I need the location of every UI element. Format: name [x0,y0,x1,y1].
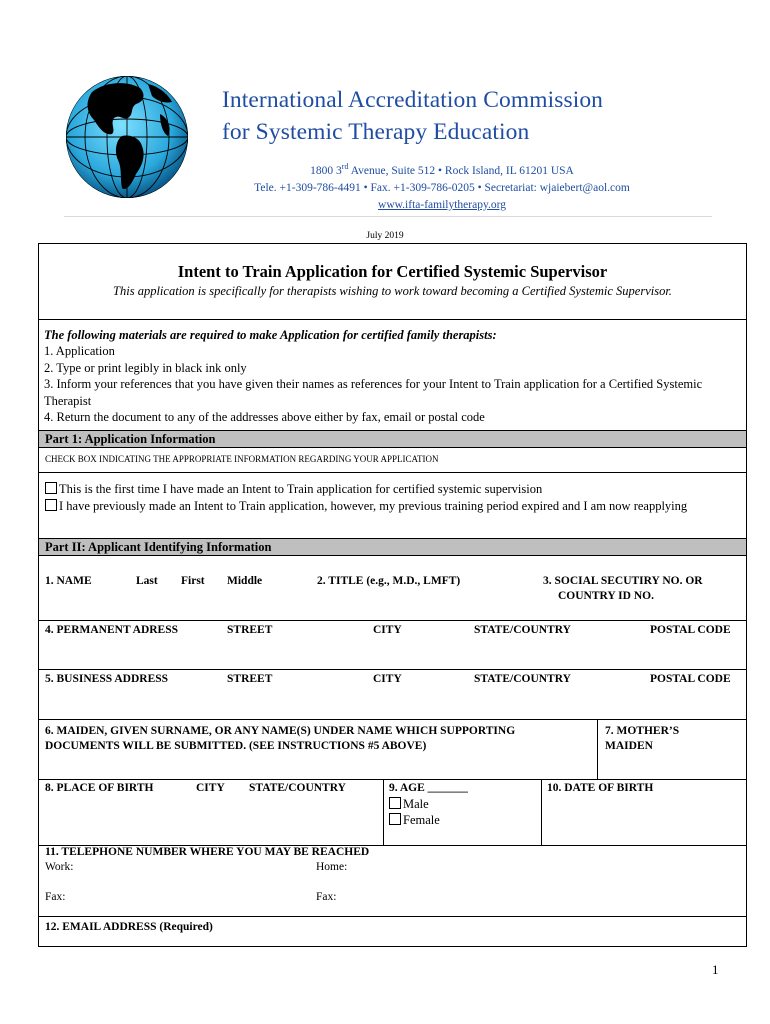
requirement-item: 2. Type or print legibly in black ink only [44,360,247,375]
last-name-label: Last [136,575,158,587]
page-number: 1 [712,962,719,977]
business-address-label: 5. BUSINESS ADDRESS [45,673,169,685]
business-state-label: STATE/COUNTRY [474,673,571,685]
org-name-line2: for Systemic Therapy Education [222,119,530,145]
telephone-label: 11. TELEPHONE NUMBER WHERE YOU MAY BE REACHED [45,846,370,858]
work-phone-label: Work: [45,861,74,873]
part1-title: Part 1: Application Information [45,432,216,446]
org-street-address: 1800 3rd Avenue, Suite 512 • Rock Island, IL 61201 USA [310,162,574,177]
form-title: Intent to Train Application for Certified Systemic Supervisor [177,262,608,281]
divider [597,719,598,779]
business-address-input[interactable] [44,690,744,718]
divider [38,669,747,670]
org-name-line1: International Accreditation Commission [222,87,604,113]
form-subtitle: This application is specifically for therapists wishing to work toward becoming a Certified Systemic Supervisor. [113,284,672,298]
application-type-options [45,481,735,514]
org-website-link[interactable]: www.ifta-familytherapy.org [378,198,506,211]
requirement-item: 4. Return the document to any of the addresses above either by fax, email or postal code [44,410,485,425]
reapplying-option[interactable]: I have previously made an Intent to Train application, however, my previous training period expired and I am now reapplying [45,498,735,515]
divider [38,319,747,320]
business-city-label: CITY [373,673,402,685]
divider [38,472,747,473]
business-postal-label: POSTAL CODE [650,673,731,685]
permanent-address-label: 4. PERMANENT ADRESS [45,624,179,636]
date-of-birth-label: 10. DATE OF BIRTH [547,782,654,794]
requirements-heading: The following materials are required to make Application for certified family therapists: [44,328,497,342]
permanent-city-label: CITY [373,624,402,636]
title-label: 2. TITLE (e.g., M.D., LMFT) [317,575,461,587]
first-name-label: First [181,575,205,587]
divider [38,916,747,917]
reapplying-checkbox[interactable] [45,499,57,511]
permanent-postal-label: POSTAL CODE [650,624,731,636]
organization-address [222,158,662,214]
permanent-address-input[interactable] [44,640,744,668]
requirement-item: 1. Application [44,344,115,359]
permanent-street-label: STREET [227,624,273,636]
email-input[interactable] [44,936,744,946]
first-time-checkbox[interactable] [45,482,57,494]
ssn-label: 3. SOCIAL SECUTIRY NO. OR [543,575,703,587]
fax-label-2: Fax: [316,891,337,903]
maiden-names-label: 6. MAIDEN, GIVEN SURNAME, OR ANY NAME(S) UNDER NAME WHICH SUPPORTING [45,725,516,737]
name-label: 1. NAME [45,575,92,587]
divider [383,779,384,845]
place-of-birth-label: 8. PLACE OF BIRTH [45,782,154,794]
mothers-maiden-label-line2: MAIDEN [605,740,653,752]
birth-state-label: STATE/COUNTRY [249,782,346,794]
business-street-label: STREET [227,673,273,685]
part1-instruction: CHECK BOX INDICATING THE APPROPRIATE INFORMATION REGARDING YOUR APPLICATION [45,454,439,464]
permanent-state-label: STATE/COUNTRY [474,624,571,636]
female-option[interactable]: Female [389,813,440,828]
maiden-names-label-line2: DOCUMENTS WILL BE SUBMITTED. (SEE INSTRUCTIONS #5 ABOVE) [45,740,427,752]
part2-title: Part II: Applicant Identifying Information [45,540,272,554]
globe-logo-icon [64,74,190,200]
requirements-list [44,327,744,425]
org-contacts: Tele. +1-309-786-4491 • Fax. +1-309-786-0205 • Secretariat: wjaiebert@aol.com [254,181,630,194]
divider [38,779,747,780]
male-option[interactable]: Male [389,797,429,812]
email-label: 12. EMAIL ADDRESS (Required) [45,921,213,933]
divider [38,620,747,621]
age-label: 9. AGE _______ [389,782,468,794]
birth-city-label: CITY [196,782,225,794]
form-date: July 2019 [366,231,404,241]
first-time-option[interactable]: This is the first time I have made an Intent to Train application for certified systemic supervision [45,481,735,498]
mothers-maiden-label: 7. MOTHER’S [605,725,680,737]
divider [38,555,747,556]
home-phone-label: Home: [316,861,348,873]
middle-name-label: Middle [227,575,263,587]
divider [541,779,542,845]
male-checkbox[interactable] [389,797,401,809]
fax-label: Fax: [45,891,66,903]
divider [38,447,747,448]
ssn-label-line2: COUNTRY ID NO. [558,590,654,602]
female-checkbox[interactable] [389,813,401,825]
divider [38,719,747,720]
header-divider [64,216,712,217]
name-title-ssn-input[interactable] [44,604,744,620]
requirement-item: 3. Inform your references that you have given their names as references for your Intent to Train application for a Certified Systemic Therapist [44,377,703,408]
organization-name [222,84,603,148]
